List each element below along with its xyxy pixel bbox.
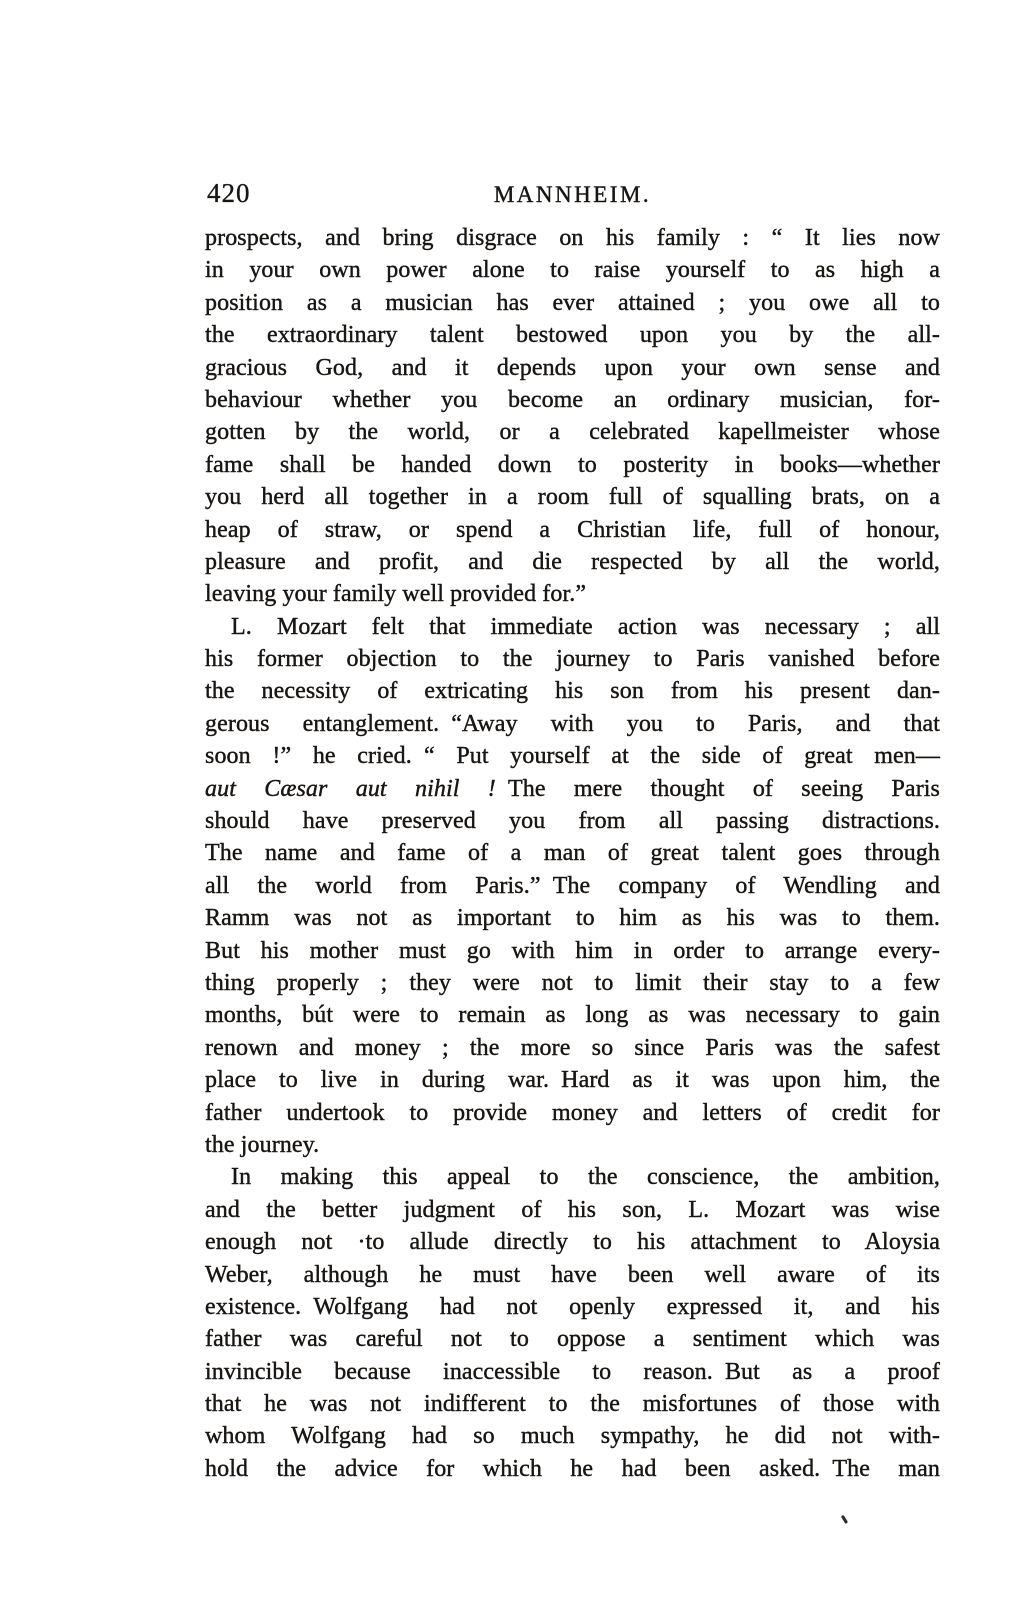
paragraph [205, 611, 940, 1162]
text-line: place to live in during war. Hard as it was upon him, the [205, 1067, 940, 1094]
text-line: Weber, although he must have been well aware of its [205, 1261, 940, 1288]
text-line: position as a musician has ever attained ; you owe all to [205, 289, 940, 316]
text-line: enough not ·to allude directly to his attachment to Aloysia [205, 1229, 940, 1256]
scan-speck-mark [841, 1515, 848, 1524]
page-number: 420 [207, 178, 251, 208]
text-segment: The mere thought of seeing Paris [495, 775, 940, 802]
chapter-header: MANNHEIM. [493, 182, 652, 207]
text-line: the journey. [205, 1131, 320, 1158]
text-line: existence. Wolfgang had not openly expressed it, and his [205, 1293, 940, 1320]
text-line: soon !” he cried. “ Put yourself at the side of great men— [205, 743, 940, 770]
text-line: in your own power alone to raise yourself to as high a [205, 257, 940, 284]
text-line: thing properly ; they were not to limit their stay to a few [205, 969, 940, 996]
latin-phrase: aut Cæsar aut nihil ! [205, 775, 496, 802]
text-line: father was careful not to oppose a sentiment which was [205, 1326, 940, 1353]
text-line: Ramm was not as important to him as his was to them. [205, 905, 940, 932]
text-line: L. Mozart felt that immediate action was necessary ; all [231, 613, 940, 640]
text-line: In making this appeal to the conscience, the ambition, [231, 1164, 940, 1191]
text-line: The name and fame of a man of great talent goes through [205, 840, 940, 867]
text-line: months, bút were to remain as long as was necessary to gain [205, 1002, 940, 1029]
text-line: pleasure and profit, and die respected by all the world, [205, 548, 940, 575]
paragraph [205, 222, 940, 611]
text-line: the necessity of extricating his son from his present dan- [205, 678, 940, 705]
text-line: But his mother must go with him in order to arrange every- [205, 937, 940, 964]
text-line: invincible because inaccessible to reason. But as a proof [205, 1358, 940, 1385]
text-line: leaving your family well provided for.” [205, 581, 587, 608]
text-line: you herd all together in a room full of squalling brats, on a [205, 484, 940, 511]
text-line: prospects, and bring disgrace on his family : “ It lies now [205, 225, 940, 251]
text-line: fame shall be handed down to posterity in books—whether [205, 451, 940, 478]
text-line: should have preserved you from all passing distractions. [205, 808, 940, 835]
text-line: his former objection to the journey to Paris vanished before [205, 646, 940, 673]
running-head [205, 178, 940, 212]
body-text [205, 222, 940, 1485]
text-line: whom Wolfgang had so much sympathy, he did not with- [205, 1423, 940, 1450]
text-line-with-latin-phrase [205, 773, 940, 805]
text-line: behaviour whether you become an ordinary musician, for- [205, 386, 940, 413]
text-line: renown and money ; the more so since Paris was the safest [205, 1034, 940, 1061]
paragraph [205, 1161, 940, 1485]
text-line: hold the advice for which he had been asked. The man [205, 1455, 940, 1482]
text-line: the extraordinary talent bestowed upon you by the all- [205, 322, 940, 349]
text-line: all the world from Paris.” The company of Wendling and [205, 872, 940, 899]
text-line: father undertook to provide money and letters of credit for [205, 1099, 940, 1126]
text-line: gotten by the world, or a celebrated kapellmeister whose [205, 419, 940, 446]
text-line: heap of straw, or spend a Christian life, full of honour, [205, 516, 940, 543]
text-line: that he was not indifferent to the misfortunes of those with [205, 1391, 940, 1418]
text-line: and the better judgment of his son, L. Mozart was wise [205, 1196, 940, 1223]
text-line: gracious God, and it depends upon your own sense and [205, 354, 940, 381]
text-line: gerous entanglement. “Away with you to Paris, and that [205, 710, 940, 737]
